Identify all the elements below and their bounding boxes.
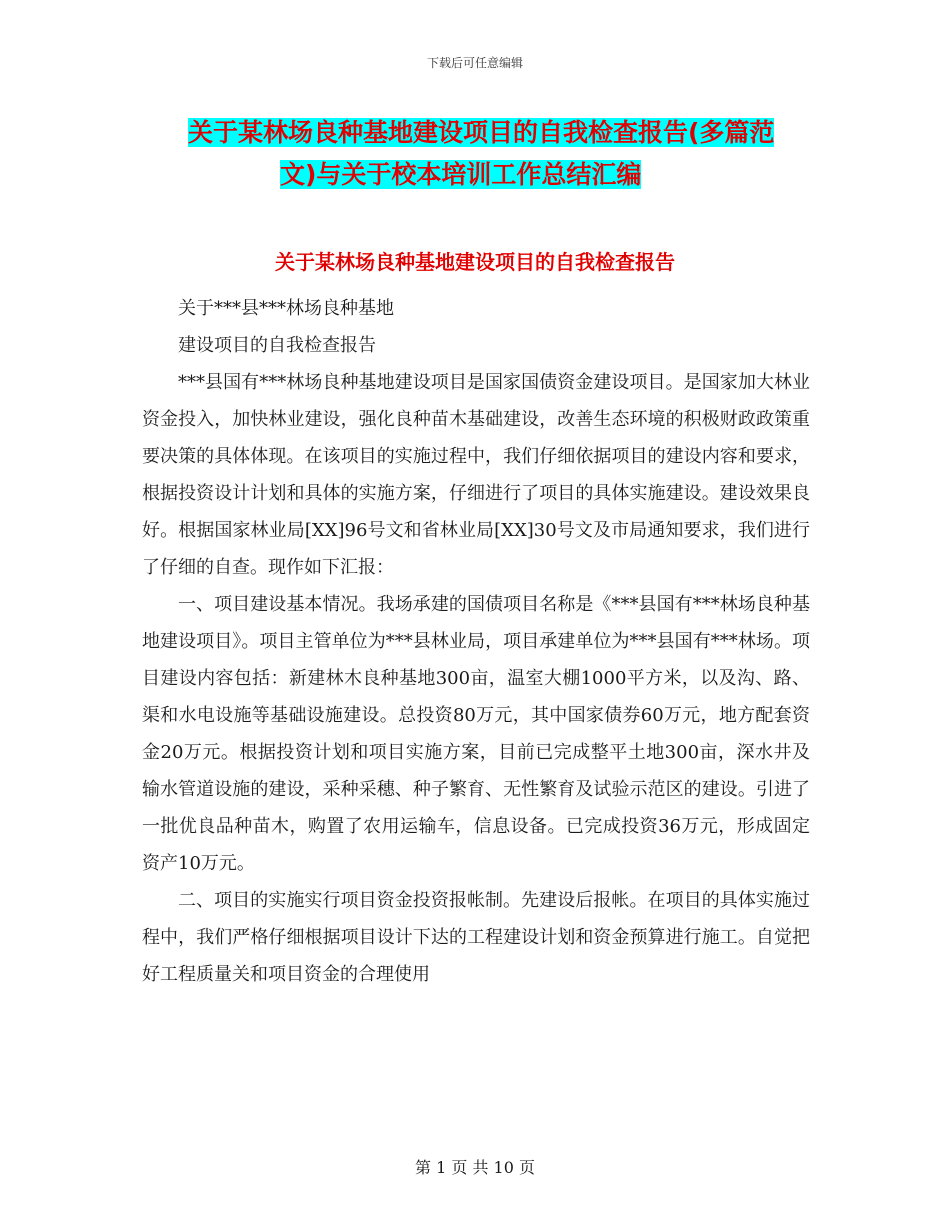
header-note: 下载后可任意编辑 [426,56,523,70]
page-footer: 第 1 页 共 10 页 [415,1158,535,1177]
paragraph: 建设项目的自我检查报告 [178,335,376,356]
paragraph: ***县国有***林场良种基地建设项目是国家国债资金建设项目。是国家加大林业资金投入，加快林业建设，强化良种苗木基础建设，改善生态环境的积极财政政策重要决策的具体体现。在该项目的实施过程中，我们仔细依据项目的建设内容和要求，根据投资设计计划和具体的实施方案，仔细进行了项目的具体实施建设。建设效果良好。根据国家林业局[XX]96号文和省林业局[XX]30号文及市局通知要求，我们进行了仔细的自查。现作如下汇报： [142,372,810,578]
paragraph: 二、项目的实施实行项目资金投资报帐制。先建设后报帐。在项目的具体实施过程中，我们严格仔细根据项目设计下达的工程建设计划和资金预算进行施工。自觉把好工程质量关和项目资金的合理使用 [142,890,810,985]
main-title-line-1: 关于某林场良种基地建设项目的自我检查报告(多篇范 [188,118,775,147]
paragraph: 关于***县***林场良种基地 [178,298,394,319]
section-title: 关于某林场良种基地建设项目的自我检查报告 [275,250,675,274]
document-main-title [142,112,822,196]
main-title-line-2: 文)与关于校本培训工作总结汇编 [280,160,642,189]
document-body [142,290,810,993]
paragraph: 一、项目建设基本情况。我场承建的国债项目名称是《***县国有***林场良种基地建设项目》。项目主管单位为***县林业局，项目承建单位为***县国有***林场。项目建设内容包括：新建林木良种基地300亩，温室大棚1000平方米，以及沟、路、渠和水电设施等基础设施建设。总投资80万元，其中国家债券60万元，地方配套资金20万元。根据投资计划和项目实施方案，目前已完成整平土地300亩，深水井及输水管道设施的建设，采种采穗、种子繁育、无性繁育及试验示范区的建设。引进了一批优良品种苗木，购置了农用运输车，信息设备。已完成投资36万元，形成固定资产10万元。 [142,594,810,874]
